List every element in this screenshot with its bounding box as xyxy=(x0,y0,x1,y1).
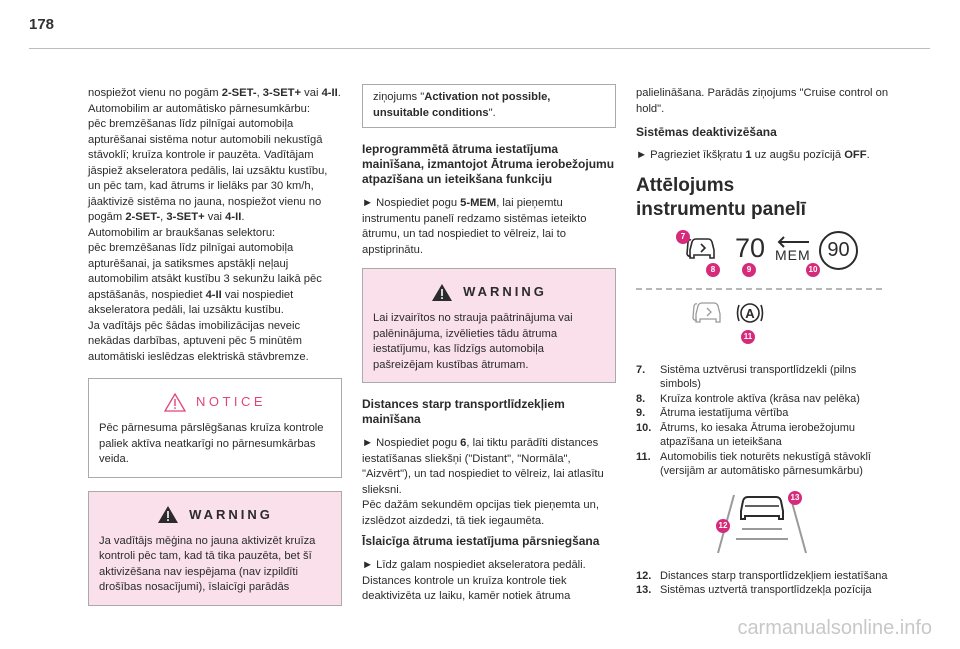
paragraph: Ja vadītājs pēc šādas imobilizācijas neveic nekādas darbības, aptuveni pēc 5 minūtēm automātiski ieslēdzas elektriskā stāvbremze. xyxy=(88,319,309,363)
section-heading: Īslaicīga ātruma iestatījuma pārsniegšana xyxy=(362,534,600,548)
callout-badge: 8 xyxy=(706,263,720,277)
page-number: 178 xyxy=(29,16,55,33)
warning-title: WARNING xyxy=(463,284,547,300)
mem-label: MEM xyxy=(775,246,811,263)
watermark: carmanualsonline.info xyxy=(737,617,932,639)
callout-badge: 11 xyxy=(741,330,755,344)
section-heading: Distances starp transportlīdzekļiem mainīšana xyxy=(362,397,565,426)
paragraph: Automobilim ar automātisko pārnesumkārbu: xyxy=(88,102,310,115)
callout-badge: 10 xyxy=(806,263,820,277)
list-item: 13. Sistēmas uztvertā transportlīdzekļa pozīcija xyxy=(636,584,872,596)
speed-setting-value: 70 xyxy=(735,232,766,263)
warning-box xyxy=(362,268,616,383)
warning-title: WARNING xyxy=(189,506,273,522)
arrow-left-icon xyxy=(775,236,811,248)
column-3 xyxy=(636,86,890,598)
notice-title: NOTICE xyxy=(195,394,267,410)
callout-badge: 7 xyxy=(676,230,690,244)
speed-limit-sign: 90 xyxy=(819,231,858,270)
list-item: 12. Distances starp transportlīdzekļiem iestatīšana xyxy=(636,569,888,582)
legend-list xyxy=(636,363,890,479)
distance-illustration xyxy=(636,487,890,559)
paragraph: ► Nospiediet pogu 6, lai tiktu parādīti distances iestatīšanas sliekšņi ("Distant", "Normāla", "Aizvērt"), un tad nospiediet to vēlreiz, lai atlasītu slieksni. xyxy=(362,437,604,496)
vehicle-detected-icon xyxy=(686,236,716,262)
notice-triangle-icon xyxy=(164,393,186,412)
paragraph: palielināšana. Parādās ziņojums "Cruise control on hold". xyxy=(636,87,889,115)
auto-hold-icon xyxy=(735,298,765,328)
list-item: 11. Automobilis tiek noturēts nekustīgā stāvoklī (versijām ar automātisko pārnesumkārbu) xyxy=(636,450,871,477)
paragraph: Automobilim ar braukšanas selektoru: xyxy=(88,226,276,239)
section-heading: Ieprogrammētā ātruma iestatījuma mainīšana, izmantojot Ātruma ierobežojumu atpazīšana un ieteikšana funkciju xyxy=(362,142,615,186)
notice-text: Pēc pārnesuma pārslēgšanas kruīza kontrole paliek aktīva neatkarīgi no pārnesumkārbas veida. xyxy=(99,422,324,465)
legend-list-2 xyxy=(636,569,890,598)
message-box-continued: ziņojums "Activation not possible, unsuitable conditions". xyxy=(362,84,616,128)
warning-box xyxy=(88,491,342,606)
svg-text:A: A xyxy=(745,305,755,321)
warning-triangle-icon xyxy=(431,283,453,302)
notice-box xyxy=(88,378,342,478)
callout-badge: 12 xyxy=(716,519,730,533)
paragraph: ► Pagrieziet īkšķratu 1 uz augšu pozīcijā OFF. xyxy=(636,149,870,161)
list-item: 8. Kruīza kontrole aktīva (krāsa nav pelēka) xyxy=(636,392,860,405)
paragraph: ► Nospiediet pogu 5-MEM, lai pieņemtu instrumentu panelī redzamo sistēmas ieteikto ātrumu, un tad nospiediet to vēlreiz, lai to apstiprinātu. xyxy=(362,197,587,256)
callout-badge: 9 xyxy=(742,263,756,277)
warning-triangle-icon xyxy=(157,505,179,524)
vehicle-outline-icon xyxy=(692,300,722,326)
list-item: 7. Sistēma uztvērusi transportlīdzekli (pilns simbols) xyxy=(636,363,857,390)
paragraph: pēc bremzēšanas līdz pilnīgai automobiļa apturēšanai, ja satiksmes apstākļi neļauj automobilim atsākt kustību 3 sekunžu laikā pēc apstāšanās, nospiediet 4-II vai nospiediet akseleratora pedāli, lai uzsāktu kustību. xyxy=(88,242,322,316)
paragraph: ► Līdz galam nospiediet akseleratora pedāli. Distances kontrole un kruīza kontrole tiek deaktivizēta uz laiku, kamēr notiek ātruma xyxy=(362,559,586,602)
list-item: 10. Ātrums, ko iesaka Ātruma ierobežojumu atpazīšana un ieteikšana xyxy=(636,421,856,448)
warning-text: Lai izvairītos no strauja paātrinājuma vai palēninājuma, izvēlieties tādu ātruma iestatījumu, kas līdzīgs automobiļa pašreizējam kustības ātrumam. xyxy=(373,312,573,371)
column-2 xyxy=(362,84,616,605)
callout-badge: 13 xyxy=(788,491,802,505)
paragraph: pēc bremzēšanas līdz pilnīgai automobiļa apturēšanai sistēma notur automobili nekustīgā stāvoklī; kruīza kontrole ir pauzēta. Vadītājam jāspiež akseleratora pedālis, lai uzsāktu kustību, un pēc tam, kad ātrums ir lielāks par 30 km/h, jāaktivizē sistēma no jauna, nospiežot vienu no pogām 2-SET-, 3-SET+ vai 4-II. xyxy=(88,118,328,223)
divider-dashed xyxy=(636,288,882,290)
header-rule xyxy=(29,48,930,49)
paragraph: nospiežot vienu no pogām 2-SET-, 3-SET+ vai 4-II. xyxy=(88,87,341,99)
instrument-display-illustration xyxy=(636,230,890,355)
paragraph: Pēc dažām sekundēm opcijas tiek pieņemta un, izslēdzot aizdedzi, tā tiek iegaumēta. xyxy=(362,499,599,527)
section-heading: Sistēmas deaktivizēšana xyxy=(636,125,777,139)
section-title: Attēlojums instrumentu panelī xyxy=(636,174,806,220)
column-1 xyxy=(88,86,342,606)
warning-text: Ja vadītājs mēģina no jauna aktivizēt kruīza kontroli pēc tam, kad tā tika pauzēta, bet šī aktivizēšana nav iespējama (nav izpildīti drošības nosacījumi), īslaicīgi parādās xyxy=(99,534,316,593)
list-item: 9. Ātruma iestatījuma vērtība xyxy=(636,407,789,419)
